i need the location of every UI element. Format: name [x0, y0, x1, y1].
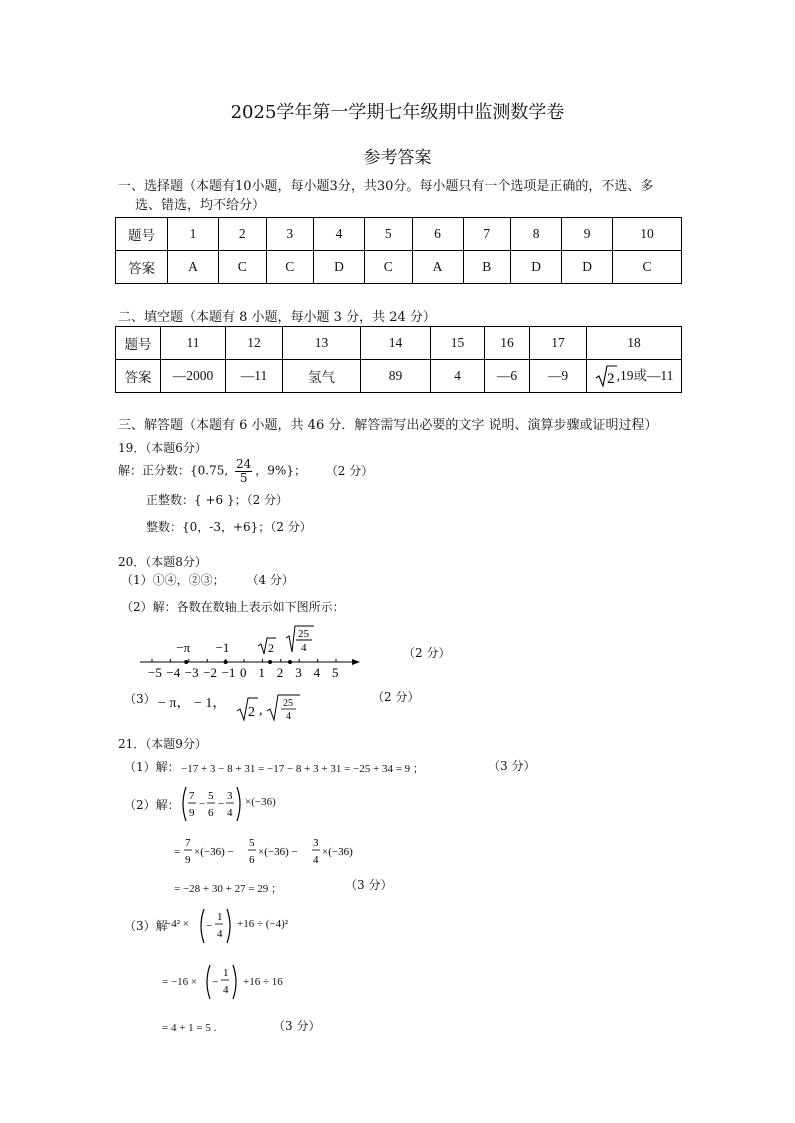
question-number: 4	[314, 218, 365, 251]
question-number: 5	[365, 218, 413, 251]
q19-line2: 正整数：{ +6 }；（2 分）	[146, 493, 289, 507]
svg-text:×(−36) −: ×(−36) −	[258, 846, 298, 858]
svg-text:−: −	[199, 798, 206, 810]
svg-text:4: 4	[223, 984, 229, 996]
number-line-tick-label: −1	[221, 665, 236, 680]
q21-part3-line1b: +16 ÷ (−4)²	[237, 918, 289, 930]
q19-label: 19．（本题6分）	[118, 441, 207, 455]
q19-line1	[118, 458, 373, 484]
svg-text:7: 7	[185, 837, 191, 849]
answer-cell: —11	[226, 360, 283, 393]
q21-part1-score: （3 分）	[488, 759, 536, 773]
question-number: 16	[485, 327, 530, 360]
answer-cell: C	[613, 251, 682, 284]
q19-line1-prefix: 解：正分数：{0.75,	[118, 463, 229, 478]
answer-cell: D	[511, 251, 562, 284]
q21-part3-paren2	[204, 962, 244, 1002]
number-line-label-neg-pi: −π	[176, 640, 191, 655]
number-line-tick-label: −5	[148, 665, 162, 680]
number-line-tick-label: 4	[313, 665, 321, 680]
q21-label: 21．（本题9分）	[118, 737, 207, 751]
q21-part1-label: （1）解：	[124, 760, 180, 774]
section2-heading: 二、填空题（本题有 8 小题，每小题 3 分，共 24 分）	[118, 310, 436, 325]
page-subtitle: 参考答案	[363, 148, 432, 168]
q19-line3: 整数：{0，-3，+6}；（2 分）	[146, 520, 312, 534]
svg-text:4: 4	[286, 711, 291, 722]
q20-part3-roots	[236, 694, 306, 722]
number-line	[138, 624, 368, 684]
answer-cell: C	[219, 251, 267, 284]
question-number: 14	[361, 327, 431, 360]
svg-text:6: 6	[249, 854, 255, 866]
answer-cell: 4	[431, 360, 485, 393]
q20-part3-label: （3）	[124, 692, 156, 706]
number-line-label-sqrt2: 2	[268, 641, 275, 655]
answer-cell: A	[168, 251, 219, 284]
fraction-numerator: 24	[236, 457, 252, 471]
answer-cell: —6	[485, 360, 530, 393]
svg-text:9: 9	[185, 854, 191, 866]
section3-heading: 三、解答题（本题有 6 小题，共 46 分．解答需写出必要的文字 说明、演算步骤或证明过程）	[118, 418, 658, 433]
svg-text:2: 2	[248, 705, 255, 720]
question-number: 12	[226, 327, 283, 360]
q19-score: （2 分）	[325, 463, 374, 478]
q20-part2-score: （2 分）	[403, 646, 451, 660]
sqrt-icon	[595, 364, 617, 388]
svg-text:3: 3	[227, 790, 233, 802]
svg-text:6: 6	[208, 807, 214, 819]
table-row	[116, 218, 682, 251]
q21-part2-label: （2）解：	[124, 798, 180, 812]
svg-text:2: 2	[606, 371, 615, 388]
answer-cell: D	[562, 251, 613, 284]
svg-text:−: −	[206, 920, 213, 932]
question-number: 1	[168, 218, 219, 251]
row-label: 答案	[116, 251, 168, 284]
q21-part3-label: （3）解	[124, 919, 168, 933]
answer-cell: D	[314, 251, 365, 284]
answer-cell: —2000	[161, 360, 226, 393]
q21-part3-score: （3 分）	[273, 1019, 321, 1033]
answer-cell: C	[266, 251, 314, 284]
number-line-tick-label: 0	[240, 665, 247, 680]
number-line-tick-label: −2	[203, 665, 218, 680]
q21-part1-expr: −17 + 3 − 8 + 31 = −17 − 8 + 3 + 31 = −25 + 34 = 9 ；	[181, 763, 424, 775]
svg-text:−: −	[212, 976, 219, 988]
number-line-label-neg-one: −1	[215, 640, 230, 655]
section1-heading: 一、选择题（本题有10小题，每小题3分，共30分。每小题只有一个选项是正确的，不选、多	[118, 179, 654, 194]
number-line-tick-label: 2	[276, 665, 284, 680]
q20-part1	[121, 571, 294, 588]
q21-part3-line3: = 4 + 1 = 5 .	[162, 1022, 217, 1034]
q20-part1-text: （1）①④，②③；	[121, 573, 225, 587]
section1-heading-cont: 选、错选，均不给分）	[135, 198, 266, 213]
number-line-label-sqrt25-den: 4	[301, 642, 307, 654]
number-line-point	[224, 660, 228, 664]
q21-part2-line2	[170, 834, 390, 870]
answer-cell: —9	[530, 360, 587, 393]
number-line-tick-label: 3	[295, 665, 302, 680]
row-label: 答案	[116, 360, 161, 393]
question-number: 2	[219, 218, 267, 251]
q21-part2-score: （3 分）	[345, 878, 393, 892]
number-line-tick-label: −3	[184, 665, 199, 680]
svg-text:4: 4	[217, 928, 223, 940]
q21-part3-line2b: +16 ÷ 16	[243, 976, 283, 988]
table-row	[116, 327, 682, 360]
q20-part3-score: （2 分）	[372, 690, 420, 704]
svg-text:=: =	[174, 846, 181, 858]
number-line-point	[268, 660, 272, 664]
svg-text:1: 1	[223, 967, 229, 979]
q20-label: 20．（本题8分）	[118, 555, 207, 569]
answer-cell: A	[412, 251, 463, 284]
question-number: 6	[412, 218, 463, 251]
question-number: 17	[530, 327, 587, 360]
page-title: 2025学年第一学期七年级期中监测数学卷	[230, 102, 565, 123]
number-line-tick-label: 1	[258, 665, 265, 680]
question-number: 8	[511, 218, 562, 251]
q21-part3-line1a: −4² ×	[165, 918, 189, 930]
question-number: 3	[266, 218, 314, 251]
fraction	[235, 458, 252, 484]
q21-part2-line3: = −28 + 30 + 27 = 29 ；	[174, 883, 283, 895]
answer-18-text: ,19或—11	[616, 367, 674, 383]
svg-text:5: 5	[208, 790, 214, 802]
svg-text:25: 25	[283, 698, 293, 709]
number-line-point	[184, 660, 188, 664]
number-line-point	[288, 660, 292, 664]
svg-text:4: 4	[227, 807, 233, 819]
svg-text:5: 5	[249, 837, 255, 849]
fraction-denominator: 5	[239, 470, 248, 485]
q21-part3-line2a: = −16 ×	[162, 976, 198, 988]
q19-line1-suffix: ，9%}；	[255, 463, 306, 478]
question-number: 15	[431, 327, 485, 360]
q21-part2-expr	[180, 784, 300, 824]
svg-text:3: 3	[313, 837, 319, 849]
question-number: 9	[562, 218, 613, 251]
q21-part3-paren1	[198, 906, 238, 946]
svg-text:4: 4	[313, 854, 319, 866]
svg-text:7: 7	[189, 790, 195, 802]
table-row	[116, 360, 682, 393]
number-line-tick-label: 5	[332, 665, 339, 680]
question-number: 7	[463, 218, 511, 251]
question-number: 18	[587, 327, 682, 360]
svg-text:,: ,	[259, 703, 263, 718]
question-number: 11	[161, 327, 226, 360]
row-label: 题号	[116, 218, 168, 251]
answer-cell: 89	[361, 360, 431, 393]
fill-answer-table	[115, 326, 682, 393]
answer-cell: C	[365, 251, 413, 284]
q21-part2-times: ×(−36)	[245, 796, 276, 808]
answer-cell-18	[587, 360, 682, 393]
number-line-tick-label: −4	[166, 665, 181, 680]
question-number: 10	[613, 218, 682, 251]
choice-answer-table	[115, 217, 682, 284]
answer-cell: B	[463, 251, 511, 284]
answer-cell: 氢气	[283, 360, 361, 393]
svg-text:1: 1	[217, 911, 223, 923]
svg-text:9: 9	[189, 807, 195, 819]
q20-part3-text: − π， − 1，	[158, 696, 227, 711]
row-label: 题号	[116, 327, 161, 360]
question-number: 13	[283, 327, 361, 360]
q20-part1-score: （4 分）	[246, 573, 294, 587]
svg-text:×(−36) −: ×(−36) −	[194, 846, 234, 858]
table-row	[116, 251, 682, 284]
number-line-label-sqrt25-num: 25	[298, 628, 309, 640]
q20-part2: （2）解：各数在数轴上表示如下图所示：	[121, 600, 345, 614]
svg-text:×(−36): ×(−36)	[322, 846, 353, 858]
svg-text:−: −	[218, 798, 225, 810]
